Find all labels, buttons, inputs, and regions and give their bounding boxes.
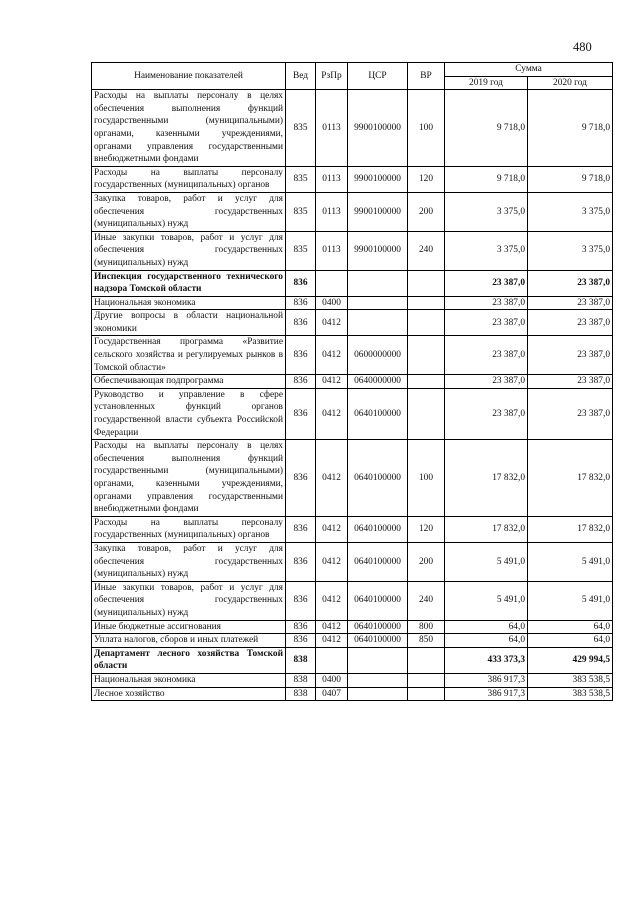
row-ved: 835 bbox=[286, 166, 316, 192]
row-name: Иные бюджетные ассигнования bbox=[92, 620, 286, 634]
row-sum-2020: 3 375,0 bbox=[528, 231, 613, 270]
header-name: Наименование показателей bbox=[92, 63, 286, 90]
row-sum-2020: 5 491,0 bbox=[528, 542, 613, 581]
row-csr bbox=[348, 310, 408, 336]
row-csr: 0640100000 bbox=[348, 542, 408, 581]
header-2020: 2020 год bbox=[528, 76, 613, 90]
table-body bbox=[92, 90, 613, 701]
row-sum-2019: 9 718,0 bbox=[445, 90, 528, 167]
row-vr: 100 bbox=[408, 440, 445, 517]
row-sum-2019: 386 917,3 bbox=[445, 687, 528, 701]
row-vr bbox=[408, 673, 445, 687]
row-sum-2019: 433 373,3 bbox=[445, 647, 528, 673]
row-ved: 835 bbox=[286, 90, 316, 167]
header-rzpr: РзПр bbox=[316, 63, 348, 90]
row-vr: 100 bbox=[408, 90, 445, 167]
row-name: Руководство и управление в сфере установленных функций органов государственной власти субъекта Российской Федерации bbox=[92, 388, 286, 439]
header-2019: 2019 год bbox=[445, 76, 528, 90]
row-sum-2020: 23 387,0 bbox=[528, 270, 613, 296]
page-number: 480 bbox=[573, 40, 592, 54]
row-sum-2020: 23 387,0 bbox=[528, 310, 613, 336]
row-name: Уплата налогов, сборов и иных платежей bbox=[92, 634, 286, 648]
table-row bbox=[92, 516, 613, 542]
row-ved: 836 bbox=[286, 270, 316, 296]
row-sum-2020: 429 994,5 bbox=[528, 647, 613, 673]
row-rzpr: 0412 bbox=[316, 542, 348, 581]
row-ved: 836 bbox=[286, 542, 316, 581]
table-row bbox=[92, 296, 613, 310]
row-rzpr: 0412 bbox=[316, 336, 348, 375]
row-sum-2020: 9 718,0 bbox=[528, 90, 613, 167]
row-sum-2019: 5 491,0 bbox=[445, 581, 528, 620]
row-vr bbox=[408, 296, 445, 310]
table-row bbox=[92, 388, 613, 439]
row-vr bbox=[408, 647, 445, 673]
budget-table bbox=[91, 62, 613, 701]
row-sum-2019: 9 718,0 bbox=[445, 166, 528, 192]
table-row bbox=[92, 336, 613, 375]
row-csr: 0600000000 bbox=[348, 336, 408, 375]
table-row bbox=[92, 192, 613, 231]
row-csr: 0640100000 bbox=[348, 581, 408, 620]
row-ved: 836 bbox=[286, 634, 316, 648]
table-row bbox=[92, 620, 613, 634]
row-rzpr: 0113 bbox=[316, 192, 348, 231]
row-ved: 835 bbox=[286, 231, 316, 270]
row-sum-2020: 23 387,0 bbox=[528, 336, 613, 375]
row-ved: 836 bbox=[286, 375, 316, 389]
row-sum-2019: 23 387,0 bbox=[445, 388, 528, 439]
row-rzpr bbox=[316, 270, 348, 296]
row-csr bbox=[348, 673, 408, 687]
row-ved: 836 bbox=[286, 581, 316, 620]
table-row bbox=[92, 634, 613, 648]
row-name: Расходы на выплаты персоналу государственных (муниципальных) органов bbox=[92, 516, 286, 542]
row-vr bbox=[408, 310, 445, 336]
row-csr: 9900100000 bbox=[348, 192, 408, 231]
row-vr: 240 bbox=[408, 231, 445, 270]
row-name: Национальная экономика bbox=[92, 673, 286, 687]
table-row bbox=[92, 375, 613, 389]
table-row bbox=[92, 270, 613, 296]
row-sum-2020: 383 538,5 bbox=[528, 687, 613, 701]
row-rzpr: 0412 bbox=[316, 620, 348, 634]
row-sum-2020: 17 832,0 bbox=[528, 440, 613, 517]
row-rzpr: 0412 bbox=[316, 516, 348, 542]
row-ved: 836 bbox=[286, 336, 316, 375]
row-name: Департамент лесного хозяйства Томской области bbox=[92, 647, 286, 673]
table-row bbox=[92, 673, 613, 687]
row-rzpr: 0412 bbox=[316, 581, 348, 620]
table-row bbox=[92, 647, 613, 673]
row-csr: 9900100000 bbox=[348, 166, 408, 192]
row-name: Расходы на выплаты персоналу в целях обеспечения выполнения функций государственными (муниципальными) органами, казенными учреждениями, органами управления государственными внебюджетными фондами bbox=[92, 90, 286, 167]
row-name: Расходы на выплаты персоналу в целях обеспечения выполнения функций государственными (муниципальными) органами, казенными учреждениями, органами управления государственными внебюджетными фондами bbox=[92, 440, 286, 517]
table-row bbox=[92, 581, 613, 620]
row-sum-2020: 3 375,0 bbox=[528, 192, 613, 231]
row-csr: 0640100000 bbox=[348, 620, 408, 634]
row-ved: 838 bbox=[286, 687, 316, 701]
row-name: Другие вопросы в области национальной экономики bbox=[92, 310, 286, 336]
row-csr bbox=[348, 687, 408, 701]
row-rzpr: 0412 bbox=[316, 440, 348, 517]
row-ved: 838 bbox=[286, 673, 316, 687]
row-csr: 9900100000 bbox=[348, 231, 408, 270]
row-rzpr: 0412 bbox=[316, 388, 348, 439]
row-sum-2019: 64,0 bbox=[445, 620, 528, 634]
row-ved: 836 bbox=[286, 388, 316, 439]
row-sum-2019: 23 387,0 bbox=[445, 336, 528, 375]
row-sum-2019: 17 832,0 bbox=[445, 440, 528, 517]
table-row bbox=[92, 310, 613, 336]
row-name: Закупка товаров, работ и услуг для обеспечения государственных (муниципальных) нужд bbox=[92, 542, 286, 581]
row-name: Лесное хозяйство bbox=[92, 687, 286, 701]
row-sum-2019: 3 375,0 bbox=[445, 231, 528, 270]
row-sum-2019: 23 387,0 bbox=[445, 296, 528, 310]
row-ved: 836 bbox=[286, 296, 316, 310]
row-rzpr: 0400 bbox=[316, 673, 348, 687]
table-row bbox=[92, 440, 613, 517]
row-sum-2020: 64,0 bbox=[528, 634, 613, 648]
row-vr bbox=[408, 336, 445, 375]
row-csr: 0640100000 bbox=[348, 388, 408, 439]
row-sum-2019: 64,0 bbox=[445, 634, 528, 648]
row-rzpr: 0400 bbox=[316, 296, 348, 310]
row-sum-2020: 5 491,0 bbox=[528, 581, 613, 620]
row-csr: 0640100000 bbox=[348, 634, 408, 648]
row-ved: 836 bbox=[286, 516, 316, 542]
row-name: Государственная программа «Развитие сельского хозяйства и регулируемых рынков в Томской области» bbox=[92, 336, 286, 375]
row-csr: 9900100000 bbox=[348, 90, 408, 167]
row-vr: 800 bbox=[408, 620, 445, 634]
row-sum-2020: 64,0 bbox=[528, 620, 613, 634]
row-vr bbox=[408, 388, 445, 439]
row-vr bbox=[408, 375, 445, 389]
row-sum-2020: 23 387,0 bbox=[528, 388, 613, 439]
row-rzpr: 0412 bbox=[316, 375, 348, 389]
row-name: Обеспечивающая подпрограмма bbox=[92, 375, 286, 389]
row-sum-2019: 23 387,0 bbox=[445, 375, 528, 389]
table-row bbox=[92, 687, 613, 701]
row-rzpr: 0113 bbox=[316, 90, 348, 167]
header-vr: ВР bbox=[408, 63, 445, 90]
row-sum-2020: 17 832,0 bbox=[528, 516, 613, 542]
row-ved: 836 bbox=[286, 310, 316, 336]
row-sum-2019: 23 387,0 bbox=[445, 270, 528, 296]
row-csr bbox=[348, 647, 408, 673]
row-rzpr: 0407 bbox=[316, 687, 348, 701]
table-row bbox=[92, 166, 613, 192]
table-header bbox=[92, 63, 613, 90]
row-name: Инспекция государственного технического надзора Томской области bbox=[92, 270, 286, 296]
row-vr: 850 bbox=[408, 634, 445, 648]
row-ved: 835 bbox=[286, 192, 316, 231]
row-vr: 120 bbox=[408, 516, 445, 542]
header-ved: Вед bbox=[286, 63, 316, 90]
row-name: Иные закупки товаров, работ и услуг для обеспечения государственных (муниципальных) нужд bbox=[92, 581, 286, 620]
row-sum-2020: 23 387,0 bbox=[528, 296, 613, 310]
row-sum-2019: 17 832,0 bbox=[445, 516, 528, 542]
row-vr bbox=[408, 687, 445, 701]
row-csr: 0640100000 bbox=[348, 440, 408, 517]
row-csr: 0640100000 bbox=[348, 516, 408, 542]
row-rzpr: 0412 bbox=[316, 310, 348, 336]
header-csr: ЦСР bbox=[348, 63, 408, 90]
row-ved: 836 bbox=[286, 620, 316, 634]
row-rzpr: 0113 bbox=[316, 231, 348, 270]
row-sum-2019: 386 917,3 bbox=[445, 673, 528, 687]
row-vr: 200 bbox=[408, 192, 445, 231]
row-sum-2020: 23 387,0 bbox=[528, 375, 613, 389]
row-sum-2019: 5 491,0 bbox=[445, 542, 528, 581]
row-csr bbox=[348, 270, 408, 296]
row-rzpr: 0412 bbox=[316, 634, 348, 648]
row-sum-2020: 9 718,0 bbox=[528, 166, 613, 192]
row-rzpr bbox=[316, 647, 348, 673]
row-vr: 120 bbox=[408, 166, 445, 192]
row-name: Национальная экономика bbox=[92, 296, 286, 310]
row-sum-2020: 383 538,5 bbox=[528, 673, 613, 687]
table-row bbox=[92, 231, 613, 270]
row-vr bbox=[408, 270, 445, 296]
row-vr: 200 bbox=[408, 542, 445, 581]
table-row bbox=[92, 90, 613, 167]
row-csr: 0640000000 bbox=[348, 375, 408, 389]
row-name: Расходы на выплаты персоналу государственных (муниципальных) органов bbox=[92, 166, 286, 192]
row-name: Закупка товаров, работ и услуг для обеспечения государственных (муниципальных) нужд bbox=[92, 192, 286, 231]
row-vr: 240 bbox=[408, 581, 445, 620]
row-ved: 836 bbox=[286, 440, 316, 517]
row-sum-2019: 23 387,0 bbox=[445, 310, 528, 336]
row-rzpr: 0113 bbox=[316, 166, 348, 192]
table-row bbox=[92, 542, 613, 581]
row-csr bbox=[348, 296, 408, 310]
row-name: Иные закупки товаров, работ и услуг для обеспечения государственных (муниципальных) нужд bbox=[92, 231, 286, 270]
row-ved: 838 bbox=[286, 647, 316, 673]
row-sum-2019: 3 375,0 bbox=[445, 192, 528, 231]
header-sum: Сумма bbox=[445, 63, 613, 77]
